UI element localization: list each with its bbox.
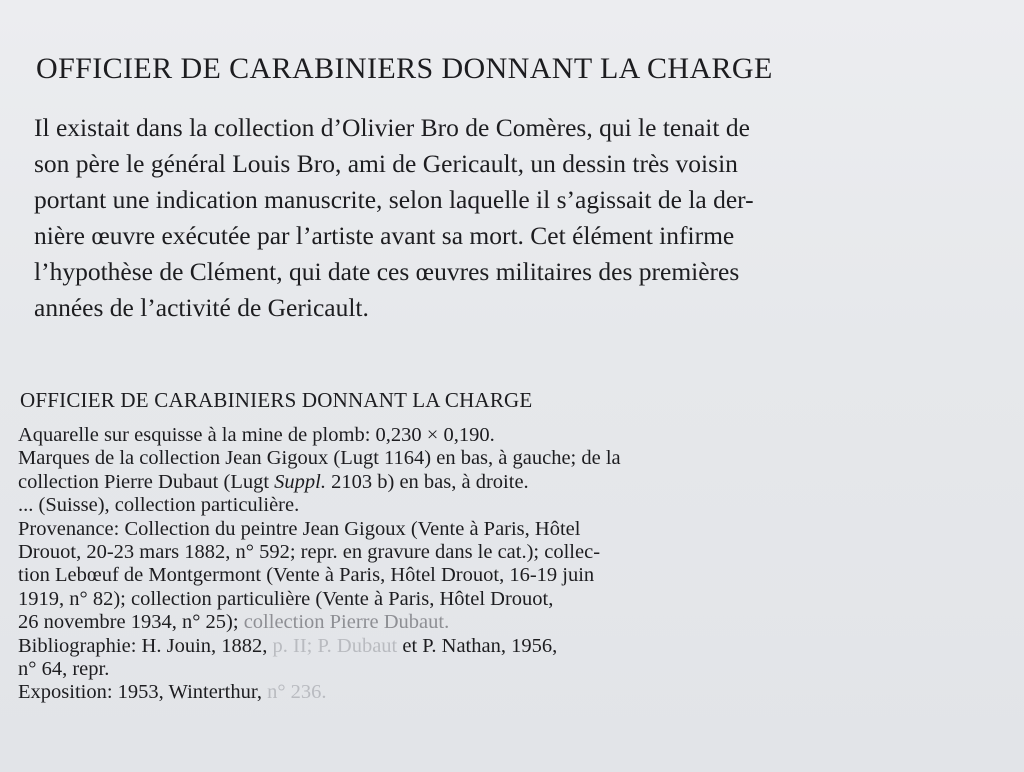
bibliography-line: n° 64, repr. — [18, 658, 110, 681]
marks-text: 2103 b) en bas, à droite. — [326, 470, 529, 493]
paragraph-line: nière œuvre exécutée par l’artiste avant sa mort. Cet élément infirme — [34, 221, 735, 250]
catalogue-entry-title: OFFICIER DE CARABINIERS DONNANT LA CHARGE — [20, 388, 533, 412]
location-line: ... (Suisse), collection particulière. — [18, 494, 300, 517]
exhibition-text: Exposition: 1953, Winterthur, — [18, 681, 268, 704]
bibliography-text-faded: p. II; P. Dubaut — [272, 634, 398, 657]
exhibition-line — [18, 681, 818, 704]
paragraph-line: Il existait dans la collection d’Olivier Bro de Comères, qui le tenait de — [34, 113, 750, 142]
provenance-text: 26 novembre 1934, n° 25); — [18, 611, 244, 634]
provenance-line: Drouot, 20-23 mars 1882, n° 592; repr. en gravure dans le cat.); collec- — [18, 541, 601, 564]
marks-text-italic: Suppl. — [274, 470, 326, 493]
page-heading: OFFICIER DE CARABINIERS DONNANT LA CHARGE — [36, 52, 773, 85]
bibliography-text: et P. Nathan, 1956, — [397, 634, 558, 657]
paragraph-line: l’hypothèse de Clément, qui date ces œuvres militaires des premières — [34, 257, 740, 286]
provenance-line: 1919, n° 82); collection particulière (Vente à Paris, Hôtel Drouot, — [18, 587, 554, 610]
provenance-line: Provenance: Collection du peintre Jean Gigoux (Vente à Paris, Hôtel — [18, 517, 581, 540]
paragraph-line: portant une indication manuscrite, selon laquelle il s’agissait de la der- — [34, 185, 754, 214]
provenance-line: tion Lebœuf de Montgermont (Vente à Paris, Hôtel Drouot, 16-19 juin — [18, 564, 595, 587]
bibliography-text: Bibliographie: H. Jouin, 1882, — [18, 634, 273, 657]
marks-line — [18, 471, 818, 494]
marks-text: collection Pierre Dubaut (Lugt — [18, 470, 275, 493]
marks-line: Marques de la collection Jean Gigoux (Lugt 1164) en bas, à gauche; de la — [18, 447, 621, 470]
exhibition-text-faded: n° 236. — [267, 681, 327, 704]
paragraph-line: son père le général Louis Bro, ami de Gericault, un dessin très voisin — [34, 149, 738, 178]
provenance-text-faded: collection Pierre Dubaut. — [243, 611, 450, 634]
description-paragraph — [34, 110, 994, 326]
catalogue-entry — [18, 424, 818, 705]
paragraph-line: années de l’activité de Gericault. — [34, 293, 369, 322]
medium-line: Aquarelle sur esquisse à la mine de plomb: 0,230 × 0,190. — [18, 424, 495, 446]
bibliography-line — [18, 635, 818, 658]
provenance-line — [18, 611, 818, 634]
